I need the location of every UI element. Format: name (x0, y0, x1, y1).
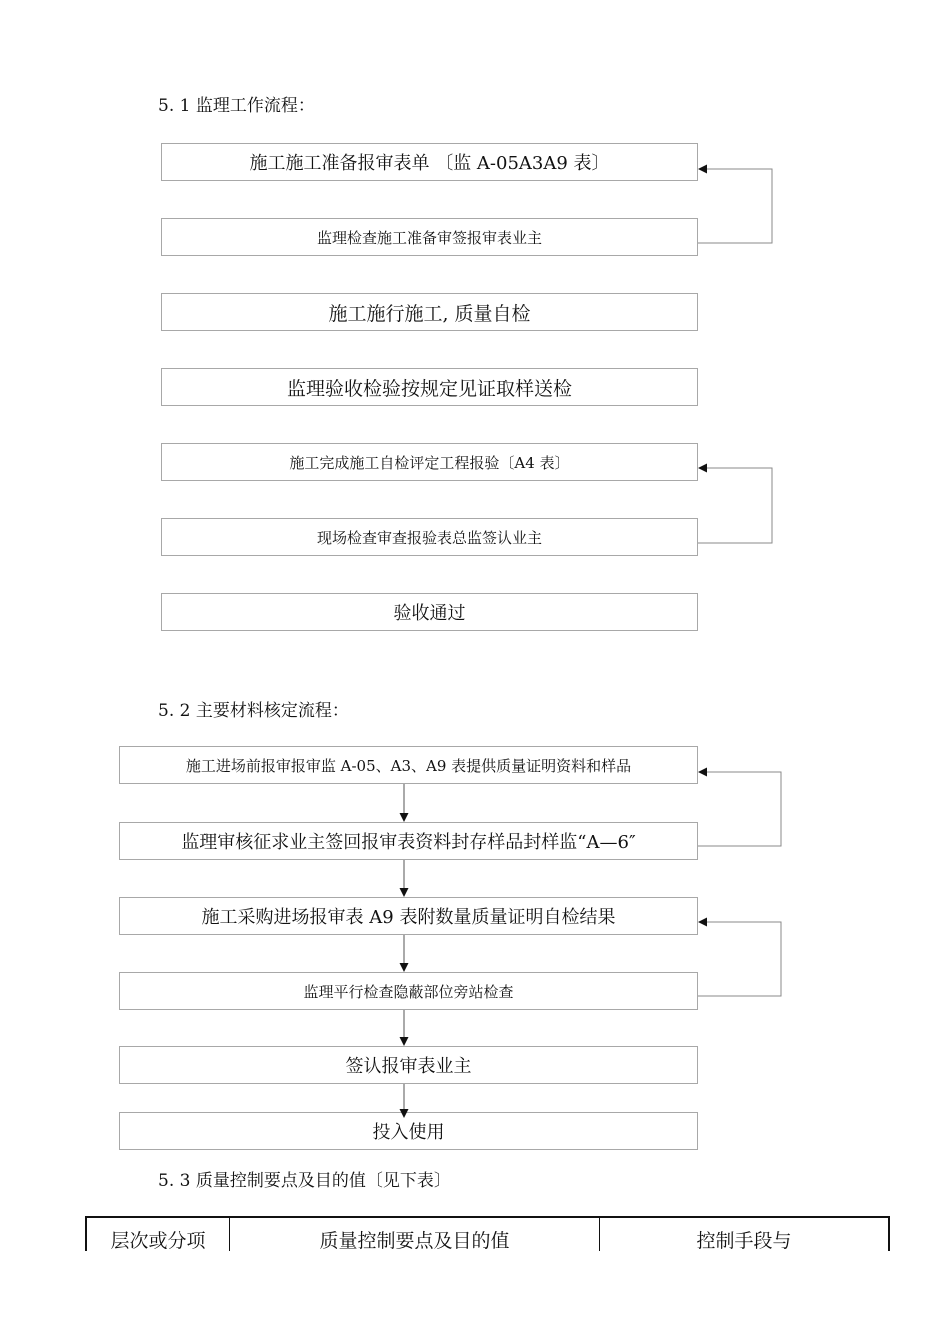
flow1-feedback-loop-1 (698, 169, 772, 243)
flow2-step-procurement-entry: 施工采购进场报审表 A9 表附数量质量证明自检结果 (119, 897, 698, 935)
flow2-arrowhead-2 (400, 888, 409, 897)
flow2-arrowhead-1 (400, 813, 409, 822)
flow1-step-site-review: 现场检查审查报验表总监签认业主 (161, 518, 698, 556)
flow2-step-pre-entry-submission: 施工进场前报审报审监 A-05、A3、A9 表提供质量证明资料和样品 (119, 746, 698, 784)
flow2-arrowhead-3 (400, 963, 409, 972)
section-2-heading: 5. 2 主要材料核定流程： (158, 701, 349, 721)
table-header-level: 层次或分项 (110, 1230, 206, 1251)
flow2-step-put-into-use: 投入使用 (119, 1112, 698, 1150)
flow1-step-supervisor-check: 监理检查施工准备审签报审表业主 (161, 218, 698, 256)
arrowhead-loop-4 (698, 918, 707, 927)
flow2-step-review-seal-samples: 监理审核征求业主签回报审表资料封存样品封样监“A—6″ (119, 822, 698, 860)
table-header-control-means: 控制手段与 (599, 1218, 888, 1251)
flow1-step-accepted: 验收通过 (161, 593, 698, 631)
flow1-feedback-loop-2 (698, 468, 772, 543)
flow2-feedback-loop-2 (698, 922, 781, 996)
section-3-heading: 5. 3 质量控制要点及目的值〔见下表〕 (158, 1171, 451, 1191)
quality-control-table (85, 1216, 890, 1251)
arrowhead-loop-2 (698, 464, 707, 473)
section-1-heading: 5. 1 监理工作流程： (158, 96, 315, 116)
flow1-step-construction-selfcheck: 施工施行施工, 质量自检 (161, 293, 698, 331)
flow2-step-parallel-inspection: 监理平行检查隐蔽部位旁站检查 (119, 972, 698, 1010)
flow1-step-inspection-report: 施工完成施工自检评定工程报验〔A4 表〕 (161, 443, 698, 481)
arrowhead-loop-1 (698, 165, 707, 174)
flow1-step-acceptance-sampling: 监理验收检验按规定见证取样送检 (161, 368, 698, 406)
flow2-arrowhead-4 (400, 1037, 409, 1046)
flow2-step-sign-report: 签认报审表业主 (119, 1046, 698, 1084)
arrowhead-loop-3 (698, 768, 707, 777)
flow1-step-submit-preparation: 施工施工准备报审表单 〔监 A-05A3A9 表〕 (161, 143, 698, 181)
table-header-control-points: 质量控制要点及目的值 (229, 1218, 599, 1251)
flow2-feedback-loop-1 (698, 772, 781, 846)
